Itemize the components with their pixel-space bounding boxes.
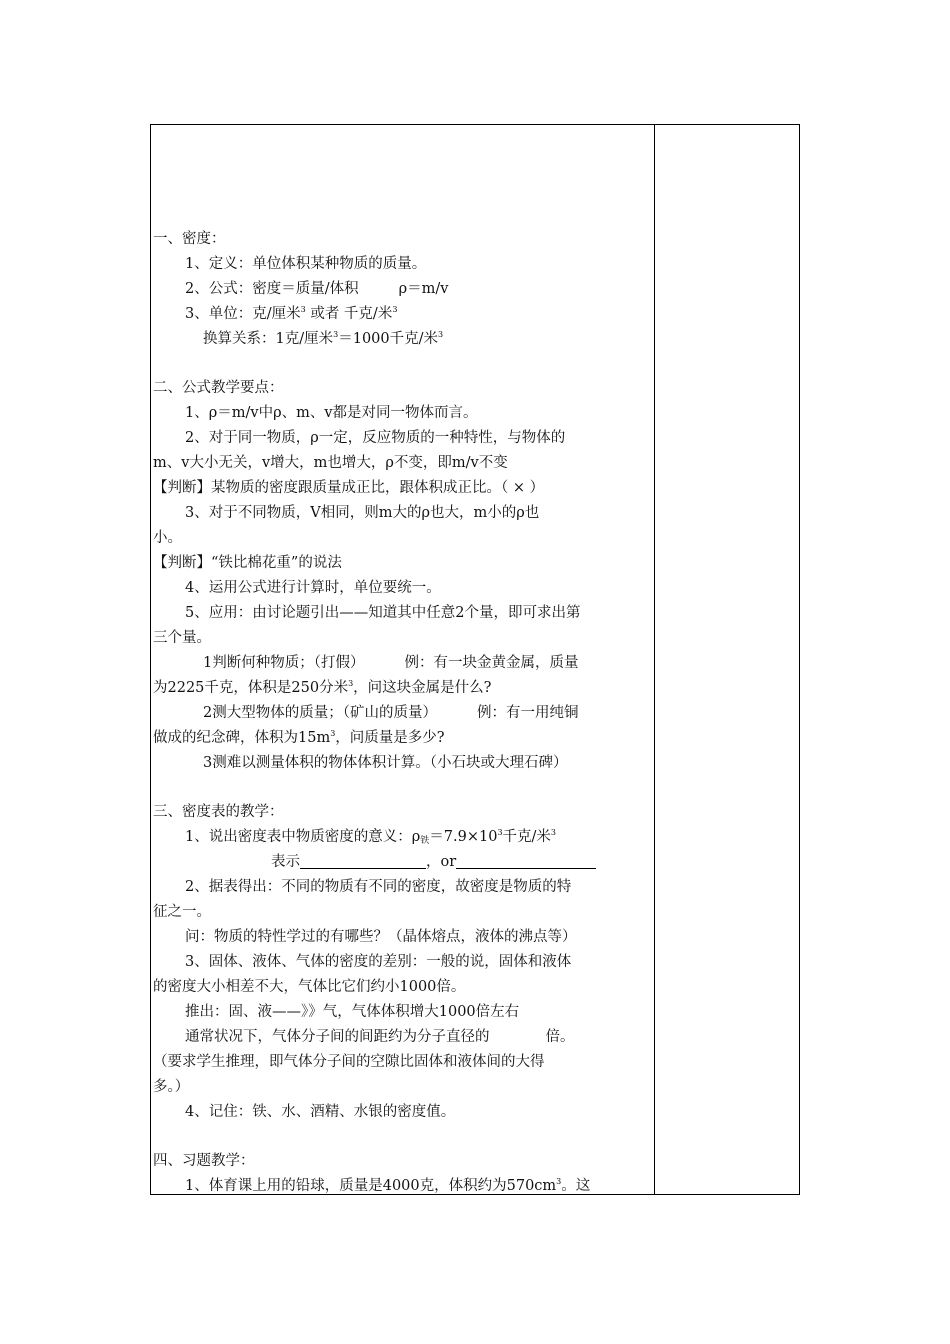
judge-1: 【判断】某物质的密度跟质量成正比，跟体积成正比。（ × ） [153,480,545,496]
section-3-title: 三、密度表的教学： [153,804,284,820]
point-3-3-line-1: 3、固体、液体、气体的密度的差别：一般的说，固体和液体 [185,954,572,970]
conversion: 换算关系：1克/厘米$^3$＝1000千克/米$^3$ [203,330,444,347]
application-2-line-2: 做成的纪念碑，体积为$15m^3$，问质量是多少? [153,729,445,746]
requirement-line-1: （要求学生推理，即气体分子间的空隙比固体和液体间的大得 [153,1054,545,1070]
definition: 1、定义：单位体积某种物质的质量。 [185,256,427,272]
lesson-table [150,124,800,1195]
application-1-line-2: 为2225千克，体积是250分米$^3$，问这块金属是什么? [153,679,492,696]
question: 问：物质的特性学过的有哪些？（晶体熔点，液体的沸点等） [185,929,577,945]
point-3-2-line-2: 征之一。 [153,904,211,920]
fill-in-blanks: 表示 ，or [153,850,649,875]
notes-column [655,125,799,1194]
application-2-line-1: 2测大型物体的质量；（矿山的质量） 例：有一用纯铜 [203,705,579,721]
point-4: 4、运用公式进行计算时，单位要统一。 [185,580,441,596]
point-5-line-1: 5、应用：由讨论题引出——知道其中任意2个量，即可求出第 [185,605,581,621]
judge-2: 【判断】“铁比棉花重”的说法 [153,555,342,571]
section-2-title: 二、公式教学要点： [153,380,284,396]
point-2-line-1: 2、对于同一物质，ρ一定，反应物质的一种特性，与物体的 [185,430,566,446]
application-1-line-1: 1判断何种物质；（打假） 例：有一块金黄金属，质量 [203,655,579,671]
formula: 2、公式：密度＝质量/体积 ρ＝m/v [185,281,449,297]
section-4-title: 四、习题教学： [153,1153,255,1169]
point-5-line-2: 三个量。 [153,630,211,646]
exercise-1: 1、体育课上用的铅球，质量是4000克，体积约为$570cm^3$。这 [185,1177,591,1194]
point-3-line-1: 3、对于不同物质，V相同，则m大的ρ也大，m小的ρ也 [185,505,540,521]
requirement-line-2: 多。） [153,1079,190,1095]
application-3: 3测难以测量体积的物体体积计算。（小石块或大理石碑） [203,755,568,771]
point-1: 1、ρ＝m/v中ρ、m、v都是对同一物体而言。 [185,405,478,421]
point-2-line-2: m、v大小无关，v增大，m也增大，ρ不变，即m/v不变 [153,455,508,471]
inference: 推出：固、液——》》气，气体体积增大1000倍左右 [185,1004,520,1020]
point-3-3-line-2: 的密度大小相差不大，气体比它们约小1000倍。 [153,979,466,995]
section-1-title: 一、密度： [153,231,226,247]
point-3-4: 4、记住：铁、水、酒精、水银的密度值。 [185,1104,456,1120]
blank-line-1 [300,852,426,869]
content-column [153,125,649,1194]
point-3-2-line-1: 2、据表得出：不同的物质有不同的密度，故密度是物质的特 [185,879,572,895]
normal-condition: 通常状况下，气体分子间的间距约为分子直径的 倍。 [185,1029,575,1045]
blank-line-2 [456,852,596,869]
units: 3、单位：克/厘米$^3$ 或者 千克/米$^3$ [185,305,398,322]
density-meaning: 1、说出密度表中物质密度的意义：$\rho_铁=7.9\times 10^3$千克/米$^3$ [185,828,557,846]
point-3-line-2: 小。 [153,530,182,546]
